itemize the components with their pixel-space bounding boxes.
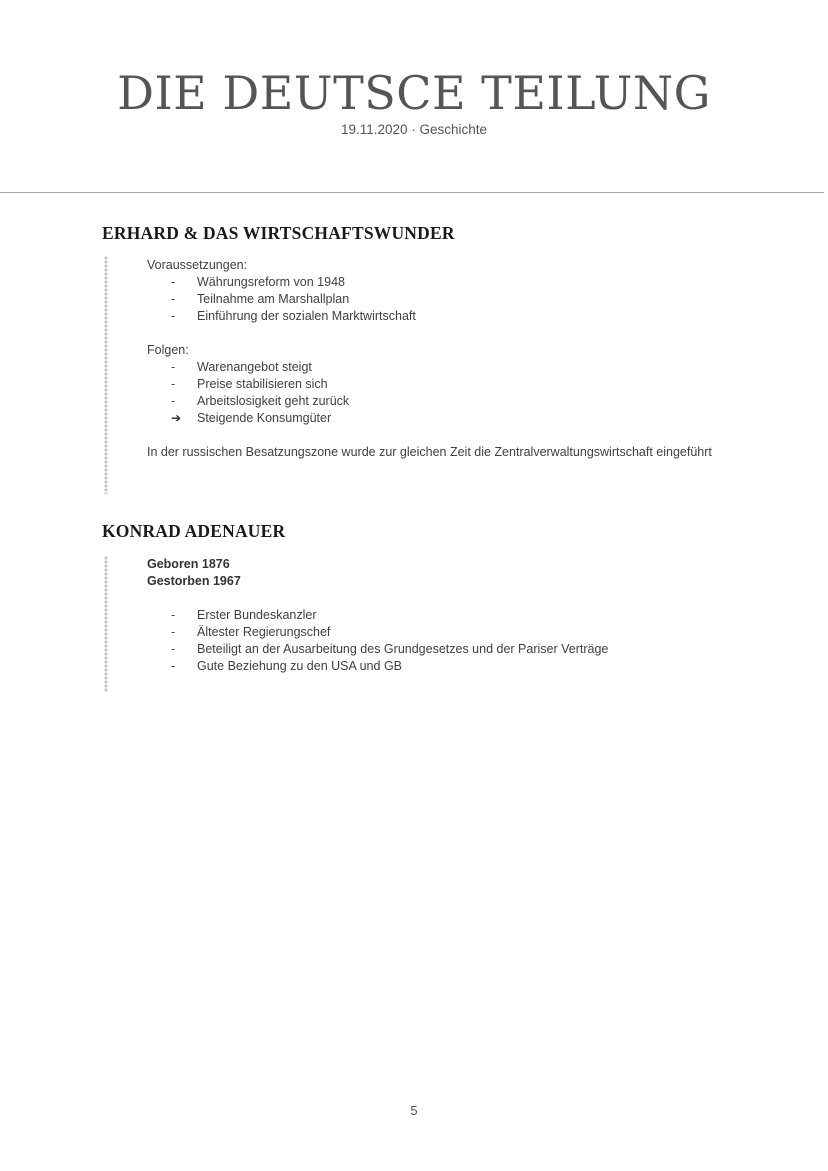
page-subtitle: 19.11.2020 · Geschichte (340, 122, 488, 137)
list-item (147, 274, 712, 291)
conclusion-text: Steigende Konsumgüter (197, 411, 332, 425)
list-dash: - (171, 625, 176, 639)
section-heading-adenauer: KONRAD ADENAUER (102, 521, 286, 541)
list-item-text: Einführung der sozialen Marktwirtschaft (197, 309, 416, 323)
list-item (147, 291, 712, 308)
arrow-right-icon: ➔ (171, 411, 182, 425)
list-item-text: Beteiligt an der Ausarbeitung des Grundgesetzes und der Pariser Verträge (197, 642, 609, 656)
list-item-text: Warenangebot steigt (197, 360, 312, 374)
death-year: Gestorben 1967 (147, 574, 241, 588)
list-dash: - (171, 377, 176, 391)
list-item (147, 393, 712, 410)
prerequisites-label: Voraussetzungen: (147, 258, 248, 272)
list-item-text: Teilnahme am Marshallplan (197, 292, 350, 306)
section-dotted-border (104, 556, 108, 692)
list-item (147, 308, 712, 325)
section-heading-erhard: ERHARD & DAS WIRTSCHAFTSWUNDER (102, 223, 455, 243)
list-dash: - (171, 275, 176, 289)
list-dash: - (171, 360, 176, 374)
list-dash: - (171, 394, 176, 408)
page-title: DIE DEUTSCE TEILUNG (117, 66, 711, 120)
list-dash: - (171, 608, 176, 622)
list-dash: - (171, 292, 176, 306)
conclusion-item (147, 410, 712, 427)
list-dash: - (171, 309, 176, 323)
section-note: In der russischen Besatzungszone wurde zur gleichen Zeit die Zentralverwaltungswirtschaft eingeführt (147, 445, 712, 459)
consequences-label: Folgen: (147, 343, 189, 357)
list-item-text: Ältester Regierungschef (197, 625, 331, 639)
list-item-text: Arbeitslosigkeit geht zurück (197, 394, 350, 408)
section-dotted-border (104, 256, 108, 494)
list-item (147, 658, 608, 675)
list-dash: - (171, 642, 176, 656)
list-item (147, 607, 608, 624)
section-body-erhard (147, 257, 712, 461)
list-item (147, 376, 712, 393)
list-dash: - (171, 659, 176, 673)
list-item (147, 359, 712, 376)
list-item-text: Gute Beziehung zu den USA und GB (197, 659, 402, 673)
list-item (147, 641, 608, 658)
list-item-text: Währungsreform von 1948 (197, 275, 345, 289)
list-item-text: Erster Bundeskanzler (197, 608, 317, 622)
list-item-text: Preise stabilisieren sich (197, 377, 328, 391)
page-number: 5 (410, 1103, 418, 1118)
birth-year: Geboren 1876 (147, 557, 230, 571)
list-item (147, 624, 608, 641)
section-body-adenauer (147, 556, 608, 675)
header-divider (0, 192, 824, 193)
